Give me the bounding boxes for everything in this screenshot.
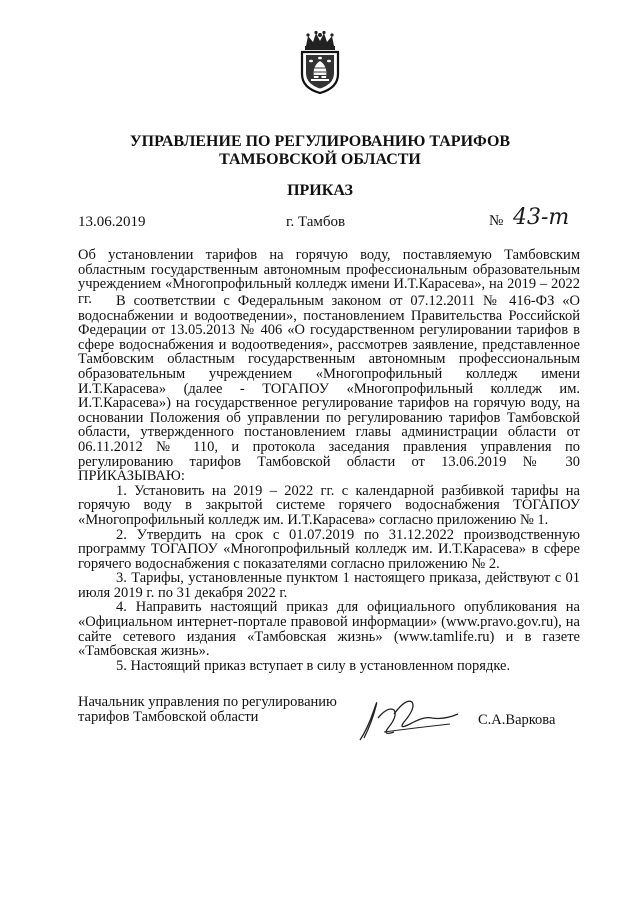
order-item-4: 4. Направить настоящий приказ для официального опубликования на «Официальном интернет-портале правовой информации» (www.pravo.gov.ru), на сайте сетевого издания «Тамбовская жизнь» (www.tamlife.ru) и в газете «Тамбовская жизнь». (78, 599, 580, 660)
document-number-value: 43-т (513, 205, 570, 230)
order-item-3: 3. Тарифы, установленные пунктом 1 настоящего приказа, действуют с 01 июля 2019 г. по 31 декабря 2022 г. (78, 570, 580, 601)
signatory-title-line1: Начальник управления по регулированию (78, 694, 337, 710)
document-type: ПРИКАЗ (287, 182, 353, 199)
coat-of-arms-icon (296, 30, 344, 94)
signatory-title-line2: тарифов Тамбовской области (78, 709, 259, 725)
order-item-5: 5. Настоящий приказ вступает в силу в установленном порядке. (116, 657, 511, 674)
order-item-2: 2. Утвердить на срок с 01.07.2019 по 31.12.2022 производственную программу ТОГАПОУ «Многопрофильный колледж им. И.Т.Карасева» в сфере горячего водоснабжения с показателями согласно приложению № 2. (78, 526, 580, 572)
signatory-title (78, 695, 337, 725)
preamble-paragraph: В соответствии с Федеральным законом от 07.12.2011 № 416-ФЗ «О водоснабжении и водоотведении», постановлением Правительства Российской Федерации от 13.05.2013 № 406 «О государственном регулировании тарифов в сфере водоснабжения и водоотведения», рассмотрев заявление, представленное Тамбовским областным государственным автономным профессиональным образовательным учреждением «Многопрофильный колледж имени И.Т.Карасева» (далее - ТОГАПОУ «Многопрофильный колледж им. И.Т.Карасева») на государственное регулирование тарифов на горячую воду, на основании Положения об управлении по регулированию тарифов Тамбовской области, утвержденного постановлением главы администрации области от 06.11.2012 № 110, и протокола заседания правления управления по регулированию тарифов Тамбовской области от 13.06.2019 № 30 ПРИКАЗЫВАЮ: (78, 293, 580, 485)
document-body (78, 294, 580, 673)
signatory-name: С.А.Варкова (478, 712, 556, 728)
document-date: 13.06.2019 (78, 214, 146, 230)
document-subject: Об установлении тарифов на горячую воду, поставляемую Тамбовским областным государственным автономным профессиональным образовательным учреждением «Многопрофильный колледж имени И.Т.Карасева», на 2019 – 2022 гг. (78, 247, 580, 307)
order-item-1: 1. Установить на 2019 – 2022 гг. с календарной разбивкой тарифы на горячую воду в закрытой системе горячего водоснабжения ТОГАПОУ «Многопрофильный колледж им. И.Т.Карасева» согласно приложению № 1. (78, 482, 580, 528)
handwritten-signature (354, 688, 464, 744)
document-number-label: № (489, 213, 504, 229)
organization-name-line1: УПРАВЛЕНИЕ ПО РЕГУЛИРОВАНИЮ ТАРИФОВ (129, 133, 511, 150)
document-city: г. Тамбов (286, 214, 346, 230)
organization-name-line2: ТАМБОВСКОЙ ОБЛАСТИ (219, 151, 421, 168)
